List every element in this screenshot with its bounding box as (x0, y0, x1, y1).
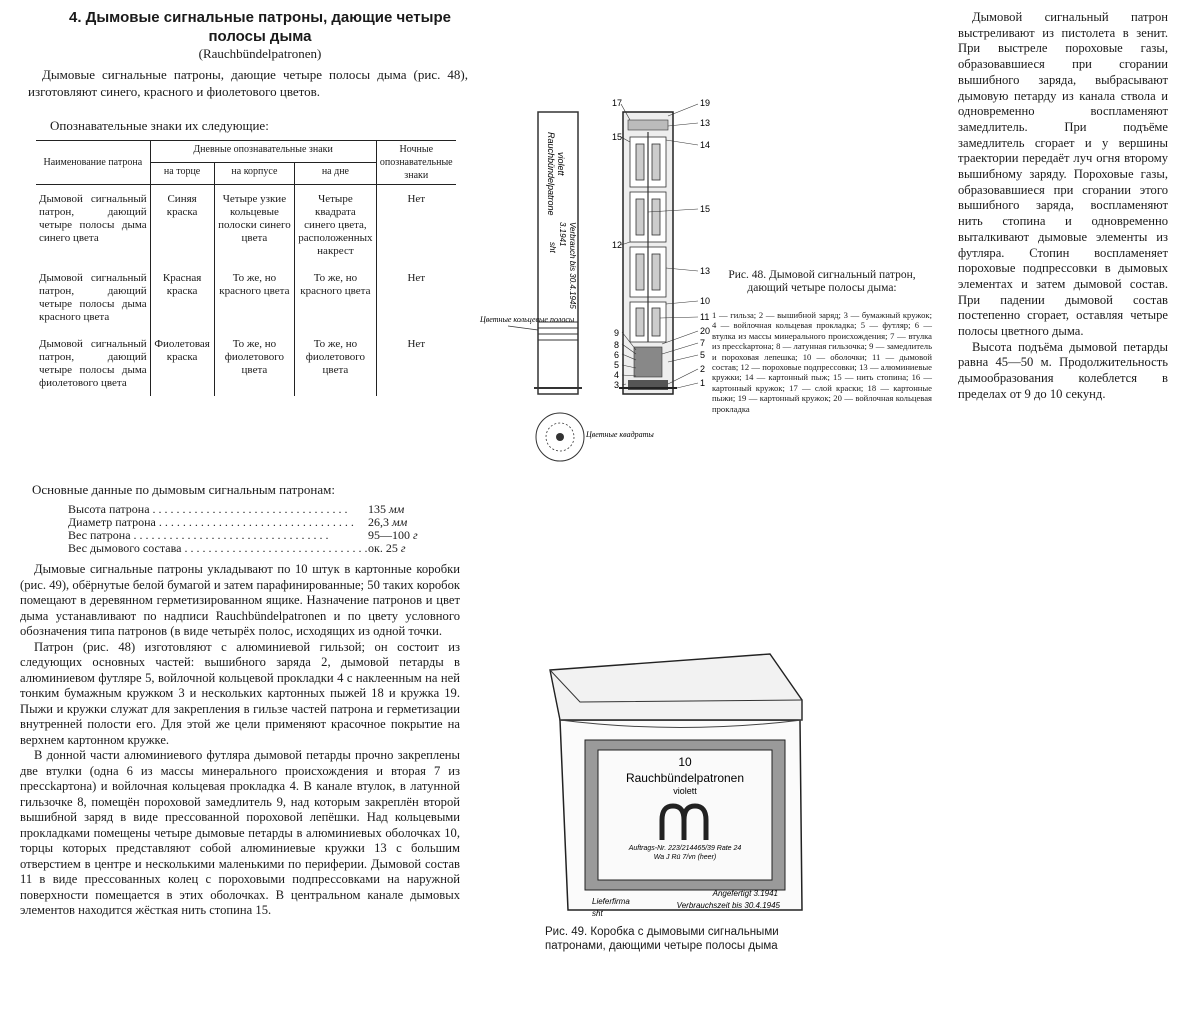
case-text: sht (548, 242, 557, 253)
body-paragraph: Дымовой сигнальный патрон выстреливают из пистолета в зенит. При выстреле пороховые газы, образовавшиеся при сгорании вышибного заряда, выбрасывают дымовую петарду из канала ствола и одновременно воспламеняют замедлитель. При подъёме замедлитель сгорает и у вершины траектории передаёт луч огня второму вышибному заряду. Пороховые газы, образовавшиеся при сгорании этого вышибного заряда, воспламеняют нить стопина и одновременно выталкивают дымовые элементы из футляра. Стопин воспламеняет пороховые подпрессовки в дымовых элементах и затем дымовой состав. При падении дымовой состав постепенно сгорает, оставляя четыре полосы цветного дыма. (958, 10, 1168, 339)
cell-name: Дымовой сигнальный патрон, дающий четыре полосы дыма фиолетового цвета (36, 330, 150, 396)
header-day-bottom: на дне (295, 163, 376, 185)
callout: 13 (700, 266, 711, 276)
list-item (68, 542, 438, 555)
header-night: Ночные опознавательные знаки (376, 141, 456, 185)
cell-bottom: Четыре квадрата синего цвета, расположенных накрест (295, 185, 376, 265)
cell-bottom: То же, но красного цвета (295, 264, 376, 330)
base-view-center (556, 433, 564, 441)
cell-end: Фиолетовая краска (150, 330, 214, 396)
callout: 9 (614, 328, 620, 338)
callout: 2 (700, 364, 706, 374)
cell-body: Четыре узкие кольцевые полоски синего цвета (214, 185, 295, 265)
basic-unit: г (413, 528, 418, 542)
basic-data-heading: Основные данные по дымовым сигнальным патронам: (32, 482, 335, 497)
basic-value: 26,3 (368, 515, 389, 529)
callout: 5 (614, 360, 620, 370)
right-column-text (958, 10, 1168, 403)
basic-label: Вес дымового состава . . . (68, 542, 368, 555)
box-supplier: sht (592, 909, 603, 918)
callouts-left (612, 98, 622, 390)
basic-value: ок. 25 (368, 541, 398, 555)
table-caption: Опознавательные знаки их следующие: (50, 118, 269, 133)
figure-48-caption (712, 269, 932, 295)
case-text: Rauchbündelpatrone (546, 132, 556, 216)
cell-night: Нет (376, 185, 456, 265)
callout: 10 (700, 296, 711, 306)
body-paragraph: Патрон (рис. 48) изготовляют с алюминиевой гильзой; он состоит из следующих основных частей: вышибного заряда 2, дымовой петарды в алюминиевом футляре 5, войлочной кольцевой прокладки 4 с наклеенным на ней тонким бумажным кружком 3 и нескольких картонных пыжей 18 и кружка 19. Пыжи и кружки служат для закрепления в гильзе частей патрона и герметизации внутренней полости его. Для этой же цели применяют красочное покрытие на верхнем картонном кружке. (20, 639, 460, 747)
cell-name: Дымовой сигнальный патрон, дающий четыре полосы дыма красного цвета (36, 264, 150, 330)
callout: 11 (700, 312, 710, 322)
cell-bottom: То же, но фиолетового цвета (295, 330, 376, 396)
box-color: violett (673, 786, 697, 796)
cell-end: Красная краска (150, 264, 214, 330)
box-lid (550, 654, 802, 720)
body-paragraph: Дымовые сигнальные патроны укладывают по 10 штук в картонные коробки (рис. 49), обёрнутые белой бумагой и затем парафинированные; 50 таких коробок помещают в деревянном герметизированном ящике. Назначение патронов и цвет дыма устанавливают по надписи Rauchbündelpatronen и по цвету условного обозначения типа патронов (в виде четырёх полос, исходящих из одной точки. (20, 562, 460, 638)
body-paragraph: Высота подъёма дымовой петарды равна 45—50 м. Продолжительность дымообразования колеблется в пределах от 9 до 10 секунд. (958, 339, 1168, 401)
table-row (36, 264, 456, 330)
header-day-end: на торце (150, 163, 214, 185)
callout: 12 (612, 240, 623, 250)
box-use-by: Verbrauchszeit bis 30.4.1945 (676, 901, 780, 910)
callout: 17 (612, 98, 623, 108)
callout: 6 (614, 350, 620, 360)
header-name: Наименование патрона (36, 141, 150, 185)
cell-body: То же, но красного цвета (214, 264, 295, 330)
section-subtitle: (Rauchbündelpatronen) (198, 46, 322, 61)
callouts-right (700, 98, 710, 388)
box-count: 10 (678, 755, 692, 769)
box-made: Angefertigt 3.1941 (712, 889, 778, 898)
figure-49-caption: Рис. 49. Коробка с дымовыми сигнальными патронами, дающими четыре полосы дыма (545, 926, 779, 952)
callout: 4 (614, 370, 620, 380)
callout: 15 (612, 132, 623, 142)
box-office: Wa J Rü 7/vn (heer) (653, 854, 717, 861)
callout: 1 (700, 378, 706, 388)
identification-table (36, 140, 456, 396)
cell-end: Синяя краска (150, 185, 214, 265)
smoke-elements (630, 132, 666, 342)
basic-label: Диаметр патрона . . . (68, 516, 368, 529)
delay-bushings (634, 347, 662, 377)
callout: 13 (700, 118, 711, 128)
callout: 7 (700, 338, 706, 348)
cell-night: Нет (376, 264, 456, 330)
basic-unit: мм (389, 502, 405, 516)
header-day-body: на корпусе (214, 163, 295, 185)
section-title: 4. Дымовые сигнальные патроны, дающие четыре полосы дыма (69, 9, 451, 45)
main-text (20, 562, 460, 919)
table-row (36, 185, 456, 265)
callout: 5 (700, 350, 706, 360)
table-row (36, 330, 456, 396)
box-order: Auftrags-Nr. 223/214465/39 Rate 24 (628, 845, 742, 852)
leader-line (508, 326, 538, 330)
callout: 8 (614, 340, 620, 350)
basic-value: 95—100 (368, 528, 410, 542)
callout: 14 (700, 140, 711, 150)
cell-name: Дымовой сигнальный патрон, дающий четыре полосы дыма синего цвета (36, 185, 150, 265)
callout: 15 (700, 204, 711, 214)
case-text: Verbrauch bis 30.4.1945 (568, 222, 577, 309)
case-text: violett (556, 152, 566, 176)
body-paragraph: В донной части алюминиевого футляра дымовой петарды прочно закреплены две втулки (одна 6 из массы минерального происхождения и вторая 7 из прессkартона) и войлочная кольцевая прокладка 4. В канале втулок, в латунной гильзочке 8, помещён пороховой замедлитель 9, над которым закреплён второй вышибной заряд в виде прессованной пороховой лепёшки. Над кольцевыми прокладками помещены четыре дымовые петарды в алюминиевых оболочках 10, торцы которых представляют собой алюминиевые кружки 13 с большим отверстием в центре и несколькими маленькими по периферии. Дымовой состав 11 в виде прессованных колец с пороховыми подпрессовками на наружной поверхности помещается в этих оболочках. В центральном канале дымовых элементов находится жёсткая нить стопина 15. (20, 748, 460, 917)
figure-49-drawing (540, 640, 820, 920)
squares-label: Цветные квадраты (586, 430, 654, 439)
figure-48-title: Рис. 48. Дымовой сигнальный патрон, дающий четыре полосы дыма: (728, 269, 916, 294)
case-text: 3.1941 (558, 222, 567, 247)
box-supplier-label: Lieferfirma (592, 897, 630, 906)
callout: 3 (614, 380, 620, 390)
callout: 20 (700, 326, 711, 336)
basic-unit: г (400, 541, 406, 555)
top-wads (628, 120, 668, 130)
intro-paragraph: Дымовые сигнальные патроны, дающие четыре полосы дыма (рис. 48), изготовляют синего, красного и фиолетового цветов. (28, 67, 468, 99)
callout: 19 (700, 98, 711, 108)
stripes-label: Цветные кольцевые полосы (480, 315, 575, 324)
figure-48-drawing (478, 92, 718, 472)
cell-night: Нет (376, 330, 456, 396)
basic-label: Вес патрона . . . (68, 529, 368, 542)
basic-label: Высота патрона . . . (68, 503, 368, 516)
header-day: Дневные опознавательные знаки (150, 141, 376, 163)
figure-48-legend: 1 — гильза; 2 — вышибной заряд; 3 — бумажный кружок; 4 — войлочная кольцевая прокладка; 5 — футляр; 6 — втулка из массы минерального происхождения; 7 — втулка из прессkартона; 8 — латунная гильзочка; 9 — замедлитель и пороховая лепешка; 10 — оболочки; 11 — дымовой состав; 12 — пороховые подпрессовки; 13 — алюминиевые кружки; 14 — картонный пыж; 15 — нить стопина; 16 — картонный кружок; 17 — слой краски; 18 — картонные пыжи; 19 — картонный кружок; 20 — войлочная кольцевая прокладка (712, 310, 932, 414)
box-product: Rauchbündelpatronen (625, 771, 745, 785)
basic-value: 135 (368, 502, 386, 516)
basic-data-list (68, 503, 438, 555)
basic-unit: мм (392, 515, 408, 529)
cell-body: То же, но фиолетового цвета (214, 330, 295, 396)
